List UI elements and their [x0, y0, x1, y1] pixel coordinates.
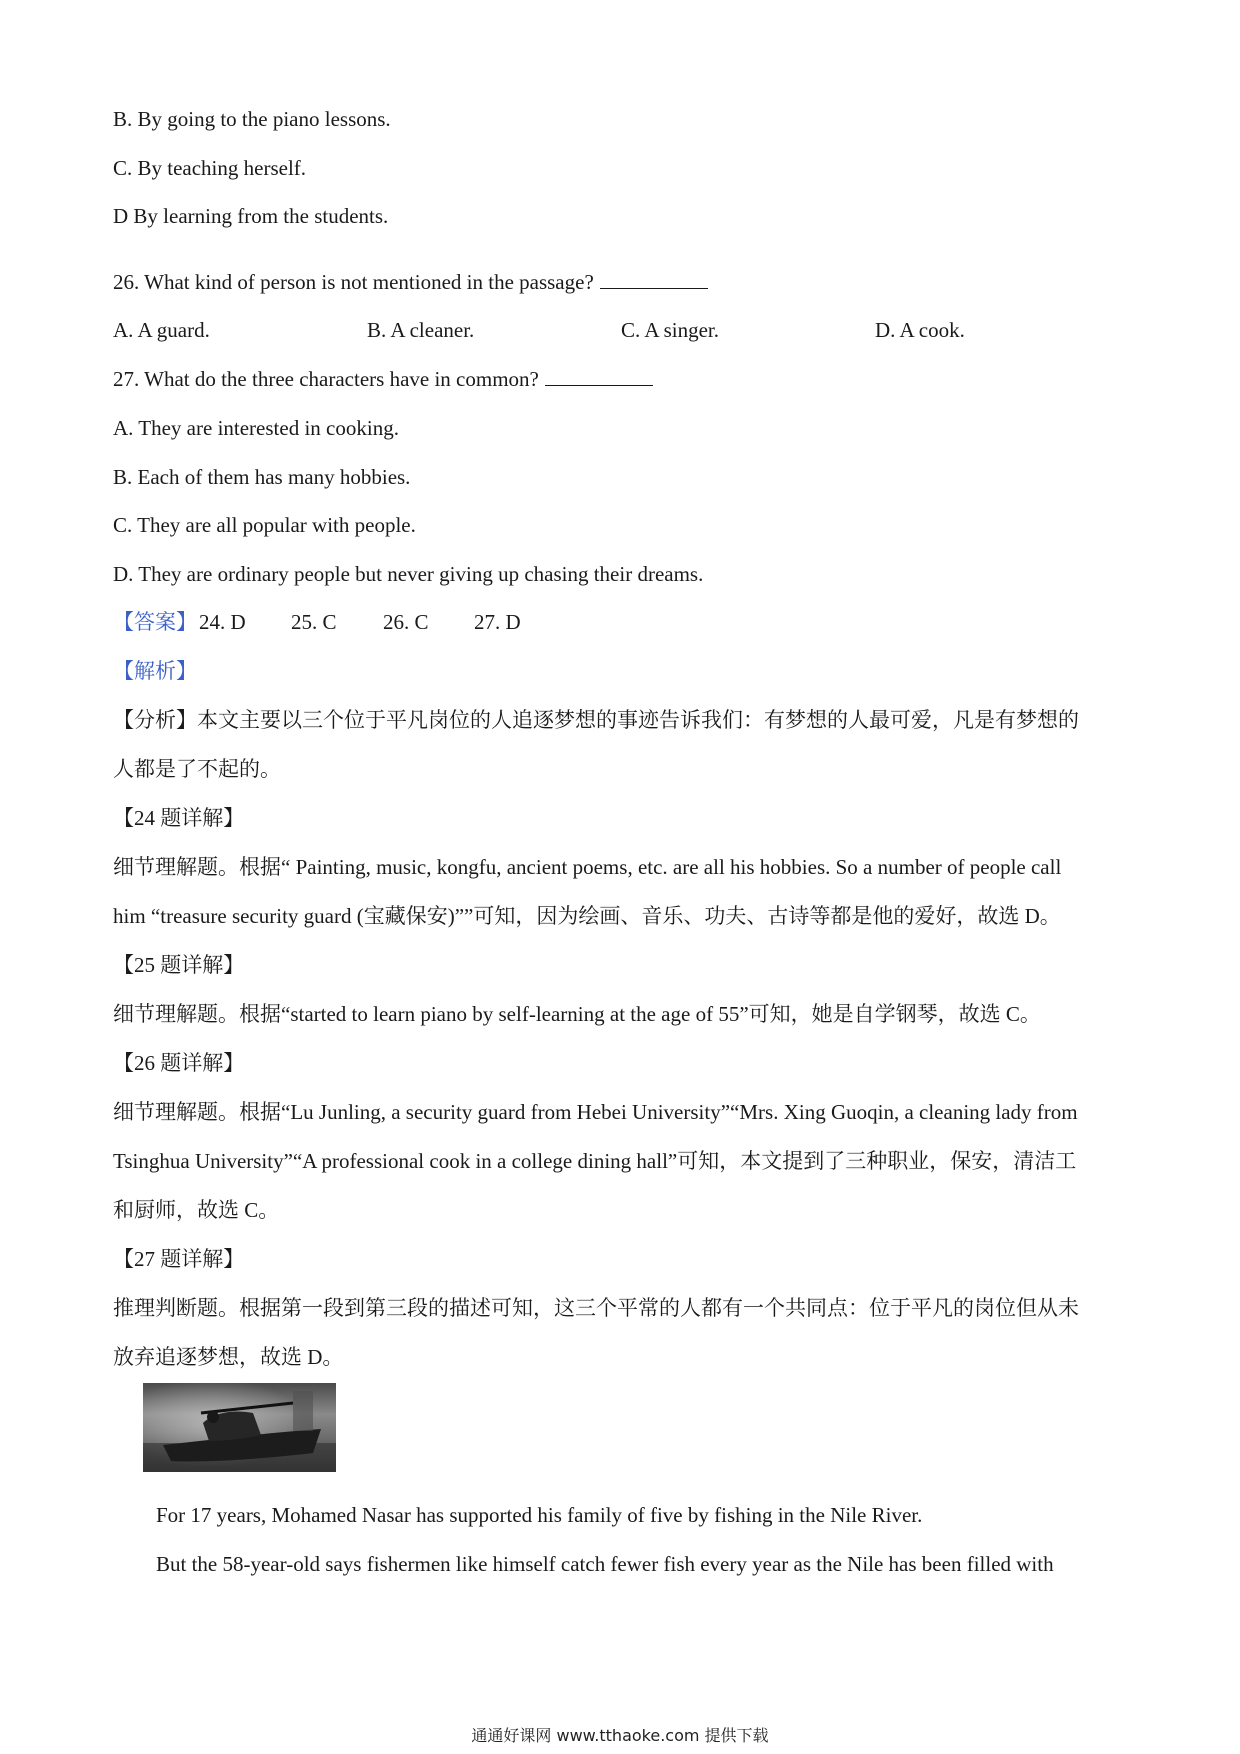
q27-answer-blank [545, 367, 653, 386]
q24-detail-line2: him “treasure security guard (宝藏保安)””可知，因为绘画、音乐、功夫、古诗等都是他的爱好，故选 D。 [113, 904, 1061, 928]
q27-option-b: B. Each of them has many hobbies. [113, 465, 411, 489]
answer-25: 25. C [291, 610, 337, 634]
analysis-tag: 【解析】 [113, 659, 197, 683]
q27-detail-line1: 推理判断题。根据第一段到第三段的描述可知，这三个平常的人都有一个共同点：位于平凡的岗位但从未 [113, 1296, 1079, 1320]
passage-line2: But the 58-year-old says fishermen like himself catch fewer fish every year as the Nile has been filled with [156, 1552, 1054, 1576]
answer-26: 26. C [383, 610, 429, 634]
q26-detail-line2: Tsinghua University”“A professional cook in a college dining hall”可知，本文提到了三种职业，保安，清洁工 [113, 1149, 1077, 1173]
page-footer: 通通好课网 www.tthaoke.com 提供下载 [471, 1726, 769, 1745]
analysis-summary-line1: 【分析】本文主要以三个位于平凡岗位的人追逐梦想的事迹告诉我们：有梦想的人最可爱，凡是有梦想的 [113, 708, 1079, 732]
q27-detail-line2: 放弃追逐梦想，故选 D。 [113, 1345, 344, 1369]
answer-24: 24. D [199, 610, 246, 634]
q27-heading: 【27 题详解】 [113, 1247, 245, 1271]
answer-27: 27. D [474, 610, 521, 634]
passage-line1: For 17 years, Mohamed Nasar has supported his family of five by fishing in the Nile River. [156, 1503, 923, 1527]
q25-heading: 【25 题详解】 [113, 953, 245, 977]
q26-option-c: C. A singer. [621, 318, 720, 342]
q27-question-text: 27. What do the three characters have in common? [113, 367, 539, 391]
q27-option-d: D. They are ordinary people but never giving up chasing their dreams. [113, 562, 704, 586]
q26-heading: 【26 题详解】 [113, 1051, 245, 1075]
q24-heading: 【24 题详解】 [113, 806, 245, 830]
q26-detail-line1: 细节理解题。根据“Lu Junling, a security guard from Hebei University”“Mrs. Xing Guoqin, a cleaning lady from [113, 1100, 1078, 1124]
q26-option-d: D. A cook. [875, 318, 965, 342]
q25-detail-line1: 细节理解题。根据“started to learn piano by self-learning at the age of 55”可知，她是自学钢琴，故选 C。 [113, 1002, 1041, 1026]
answer-tag: 【答案】 [113, 610, 197, 634]
q26-answer-blank [600, 270, 708, 289]
q27-option-a: A. They are interested in cooking. [113, 416, 399, 440]
q25-option-d: D By learning from the students. [113, 204, 389, 228]
fisherman-boat-image [143, 1383, 336, 1472]
fisherman-boat-photo [143, 1383, 336, 1472]
q26-question-text: 26. What kind of person is not mentioned in the passage? [113, 270, 594, 294]
q25-option-c: C. By teaching herself. [113, 156, 307, 180]
q26-detail-line3: 和厨师，故选 C。 [113, 1198, 280, 1222]
q25-option-b: B. By going to the piano lessons. [113, 107, 391, 131]
analysis-summary-line2: 人都是了不起的。 [113, 757, 281, 781]
q26-option-b: B. A cleaner. [367, 318, 475, 342]
q26-option-a: A. A guard. [113, 318, 210, 342]
q26-question [113, 268, 708, 296]
q27-question [113, 365, 653, 393]
q27-option-c: C. They are all popular with people. [113, 513, 416, 537]
q24-detail-line1: 细节理解题。根据“ Painting, music, kongfu, ancient poems, etc. are all his hobbies. So a number of people call [113, 855, 1062, 879]
